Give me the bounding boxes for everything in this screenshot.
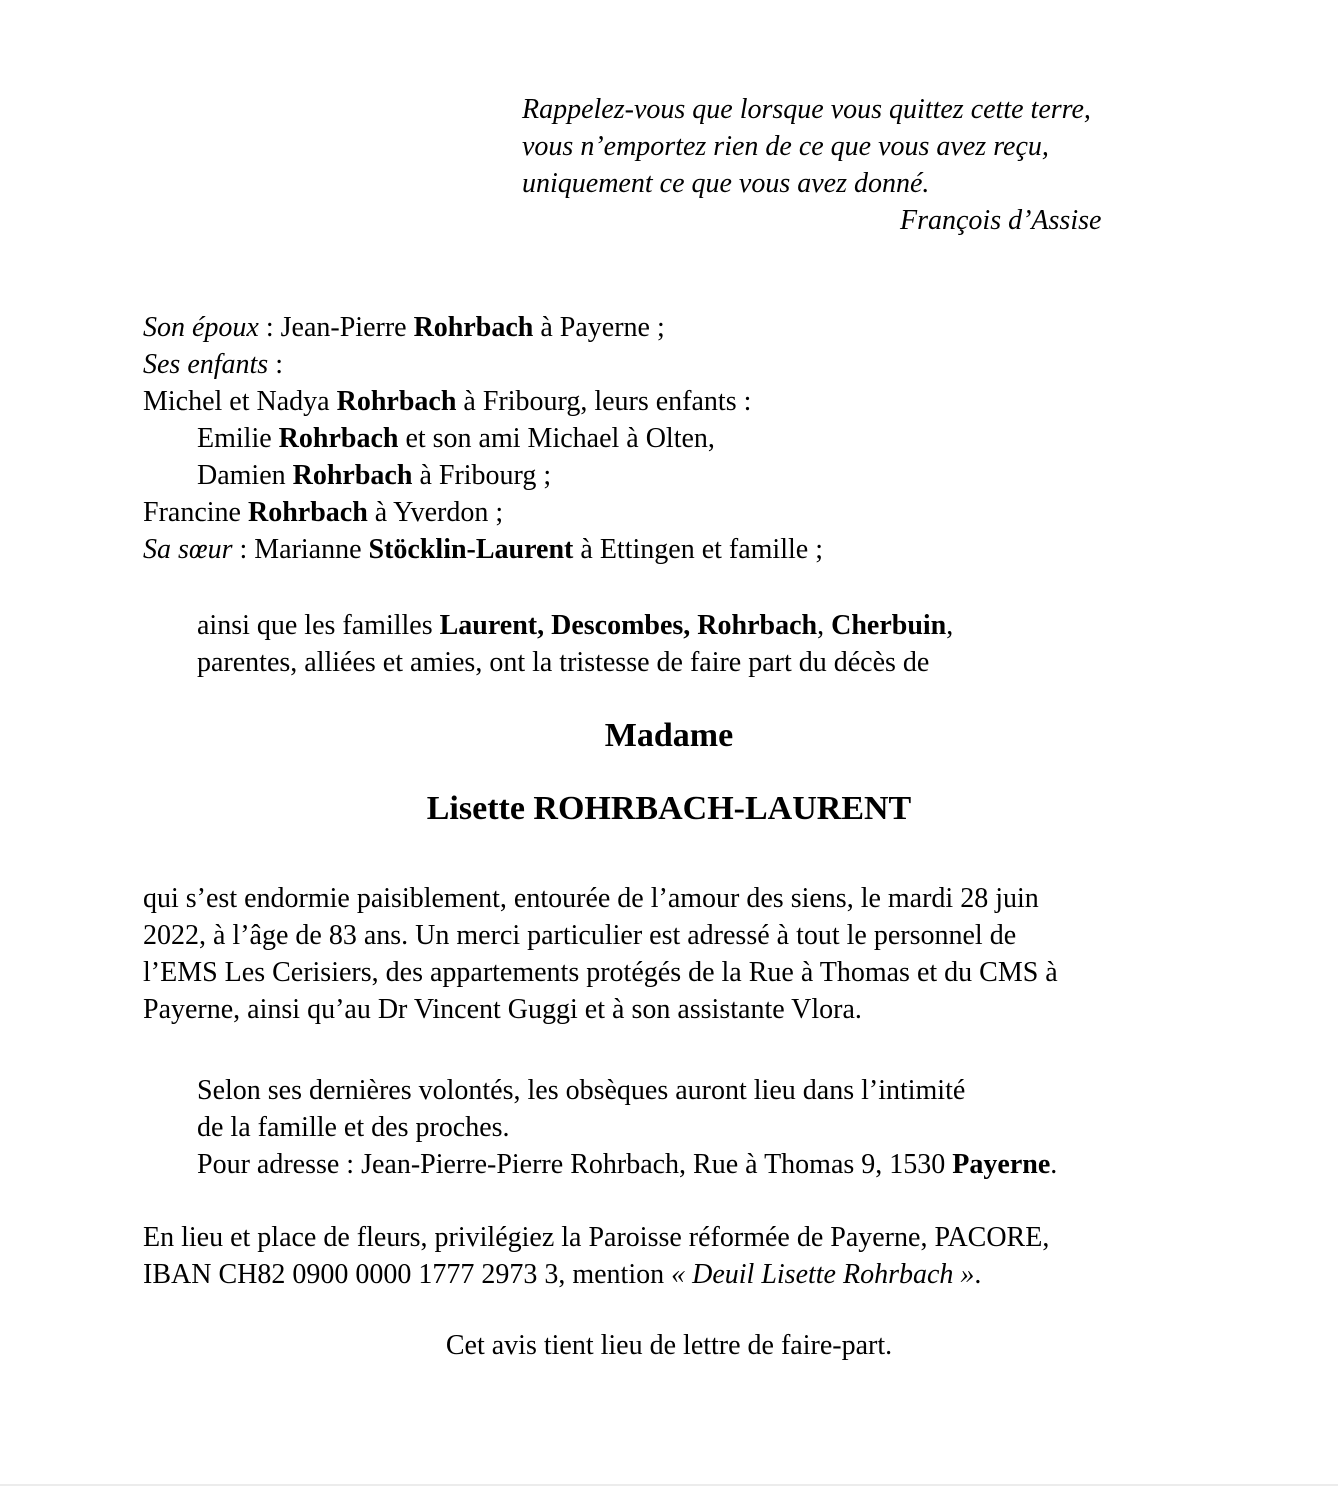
family-surname: Rohrbach	[247, 497, 368, 528]
text-segment: ,	[946, 610, 954, 641]
relation-label: Sa sœur	[143, 534, 233, 565]
text-segment: IBAN CH82 0900 0000 1777 2973 3, mention	[143, 1259, 672, 1290]
family-line-child	[143, 494, 823, 531]
text-segment: ainsi que les familles	[197, 610, 440, 641]
family-surname: Stöcklin-Laurent	[368, 534, 574, 565]
families-notice	[197, 607, 953, 681]
text-segment: Michel et Nadya	[143, 386, 337, 417]
relation-label: Ses enfants	[143, 349, 269, 380]
family-list	[143, 309, 823, 568]
announcement-line: qui s’est endormie paisiblement, entourée de l’amour des siens, le mardi 28 juin	[143, 883, 1039, 914]
text-segment: Francine	[143, 497, 248, 528]
text-segment: à Ettingen et famille ;	[573, 534, 823, 565]
quote-attribution: François d’Assise	[900, 205, 1102, 236]
text-segment: Damien	[197, 460, 293, 491]
family-surname: Cherbuin	[831, 610, 947, 641]
text-segment: :	[268, 349, 283, 380]
epitaph-quote	[522, 91, 1101, 239]
death-announcement	[143, 880, 1058, 1028]
text-segment: ,	[817, 610, 832, 641]
text-segment: : Marianne	[232, 534, 369, 565]
family-surnames: Laurent, Descombes, Rohrbach	[439, 610, 818, 641]
funeral-arrangements	[197, 1072, 1057, 1183]
text-segment: .	[974, 1259, 982, 1290]
funeral-line: Selon ses dernières volontés, les obsèques auront lieu dans l’intimité	[197, 1075, 966, 1106]
quote-line: uniquement ce que vous avez donné.	[522, 168, 930, 199]
text-segment: à Fribourg ;	[412, 460, 552, 491]
text-segment: Emilie	[197, 423, 279, 454]
text-segment: Pour adresse : Jean-Pierre-Pierre Rohrbach, Rue à Thomas 9, 1530	[197, 1149, 953, 1180]
family-line-children-label	[143, 346, 823, 383]
closing-statement: Cet avis tient lieu de lettre de faire-part.	[445, 1330, 893, 1361]
mention-label: « Deuil Lisette Rohrbach »	[671, 1259, 975, 1290]
text-segment: et son ami Michael à Olten,	[398, 423, 715, 454]
announcement-line: Payerne, ainsi qu’au Dr Vincent Guggi et à son assistante Vlora.	[143, 994, 862, 1025]
text-segment: : Jean-Pierre	[258, 312, 414, 343]
family-surname: Rohrbach	[278, 423, 399, 454]
family-surname: Rohrbach	[336, 386, 457, 417]
donation-line: En lieu et place de fleurs, privilégiez la Paroisse réformée de Payerne, PACORE,	[143, 1222, 1050, 1253]
families-notice-line: parentes, alliées et amies, ont la tristesse de faire part du décès de	[197, 647, 930, 678]
relation-label: Son époux	[143, 312, 259, 343]
donation-note	[143, 1219, 1049, 1293]
quote-line: vous n’emportez rien de ce que vous avez reçu,	[522, 131, 1049, 162]
funeral-address-line	[197, 1146, 1057, 1183]
funeral-line: de la famille et des proches.	[197, 1112, 510, 1143]
family-line-child	[143, 383, 823, 420]
family-line-grandchild	[143, 420, 823, 457]
city-name: Payerne	[952, 1149, 1051, 1180]
text-segment: à Payerne ;	[533, 312, 665, 343]
family-line-sister	[143, 531, 823, 568]
family-line-grandchild	[143, 457, 823, 494]
title-madame: Madame	[604, 717, 734, 754]
announcement-line: l’EMS Les Cerisiers, des appartements protégés de la Rue à Thomas et du CMS à	[143, 957, 1058, 988]
family-line-spouse	[143, 309, 823, 346]
family-surname: Rohrbach	[292, 460, 413, 491]
deceased-name: Lisette ROHRBACH-LAURENT	[426, 790, 912, 827]
text-segment: à Fribourg, leurs enfants :	[456, 386, 752, 417]
announcement-line: 2022, à l’âge de 83 ans. Un merci particulier est adressé à tout le personnel de	[143, 920, 1017, 951]
quote-line: Rappelez-vous que lorsque vous quittez cette terre,	[522, 94, 1091, 125]
family-surname: Rohrbach	[413, 312, 534, 343]
families-notice-line	[197, 607, 953, 644]
text-segment: à Yverdon ;	[367, 497, 504, 528]
text-segment: .	[1050, 1149, 1058, 1180]
donation-iban-line	[143, 1256, 1049, 1293]
